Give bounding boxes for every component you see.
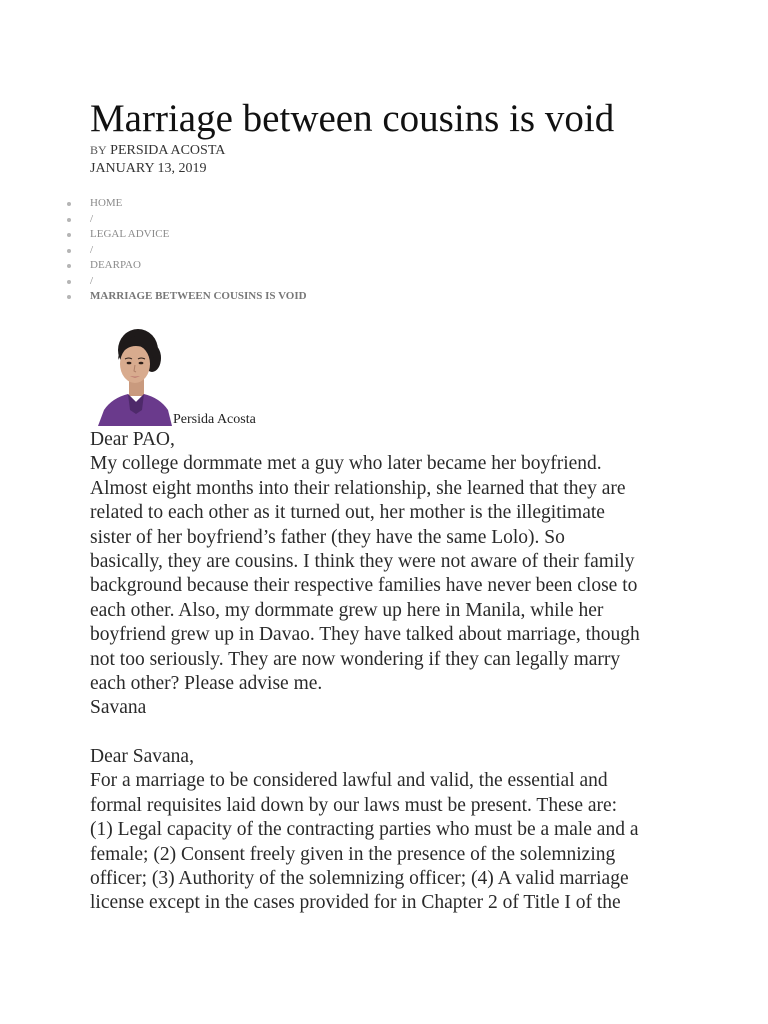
letter-salutation: Dear PAO, [90, 429, 175, 450]
letter-line: boyfriend grew up in Davao. They have talked about marriage, though [90, 624, 640, 646]
breadcrumb [66, 196, 307, 305]
letter-line: not too seriously. They are now wondering if they can legally marry [90, 648, 621, 670]
breadcrumb-item-dearpao[interactable] [66, 258, 307, 274]
letter-line: basically, they are cousins. I think they were not aware of their family [90, 550, 635, 572]
article-body [90, 428, 690, 916]
reply-line: female; (2) Consent freely given in the presence of the solemnizing [90, 843, 616, 865]
reply-line: officer; (3) Authority of the solemnizing officer; (4) A valid marriage [90, 868, 629, 890]
reply-line: license except in the cases provided for in Chapter 2 of Title I of the [90, 892, 621, 914]
reply-line: formal requisites laid down by our laws must be present. These are: [90, 794, 618, 816]
publish-date: JANUARY 13, 2019 [90, 161, 207, 176]
breadcrumb-separator: / [66, 274, 307, 290]
letter-line: related to each other as it turned out, her mother is the illegitimate [90, 502, 605, 524]
reply-line: For a marriage to be considered lawful and valid, the essential and [90, 770, 608, 792]
breadcrumb-link-dearpao[interactable]: DEARPAO [90, 259, 141, 271]
breadcrumb-link-legal-advice[interactable]: LEGAL ADVICE [90, 228, 170, 240]
letter-line: each other. Also, my dormmate grew up here in Manila, while her [90, 599, 604, 621]
letter-line: Almost eight months into their relationship, she learned that they are [90, 477, 626, 499]
breadcrumb-item-legal-advice[interactable] [66, 227, 307, 243]
letter-line: background because their respective families have never been close to [90, 575, 638, 597]
breadcrumb-item-current: MARRIAGE BETWEEN COUSINS IS VOID [66, 289, 307, 305]
byline [90, 142, 225, 159]
article-title: Marriage between cousins is void [90, 97, 615, 140]
breadcrumb-link-home[interactable]: HOME [90, 197, 123, 209]
breadcrumb-separator: / [66, 243, 307, 259]
letter-line: My college dormmate met a guy who later became her boyfriend. [90, 453, 602, 475]
letter-line: sister of her boyfriend’s father (they have the same Lolo). So [90, 526, 565, 548]
photo-caption: Persida Acosta [173, 412, 256, 427]
author-name[interactable]: PERSIDA ACOSTA [110, 143, 226, 158]
breadcrumb-item-home[interactable] [66, 196, 307, 212]
reply-line: (1) Legal capacity of the contracting parties who must be a male and a [90, 819, 639, 841]
author-photo [98, 324, 172, 426]
byline-prefix: BY [90, 143, 107, 157]
author-portrait [98, 324, 172, 426]
reply-salutation: Dear Savana, [90, 746, 194, 768]
paragraph-spacer [90, 721, 690, 745]
letter-line: each other? Please advise me. [90, 672, 323, 694]
breadcrumb-separator: / [66, 212, 307, 228]
letter-signature: Savana [90, 697, 147, 719]
